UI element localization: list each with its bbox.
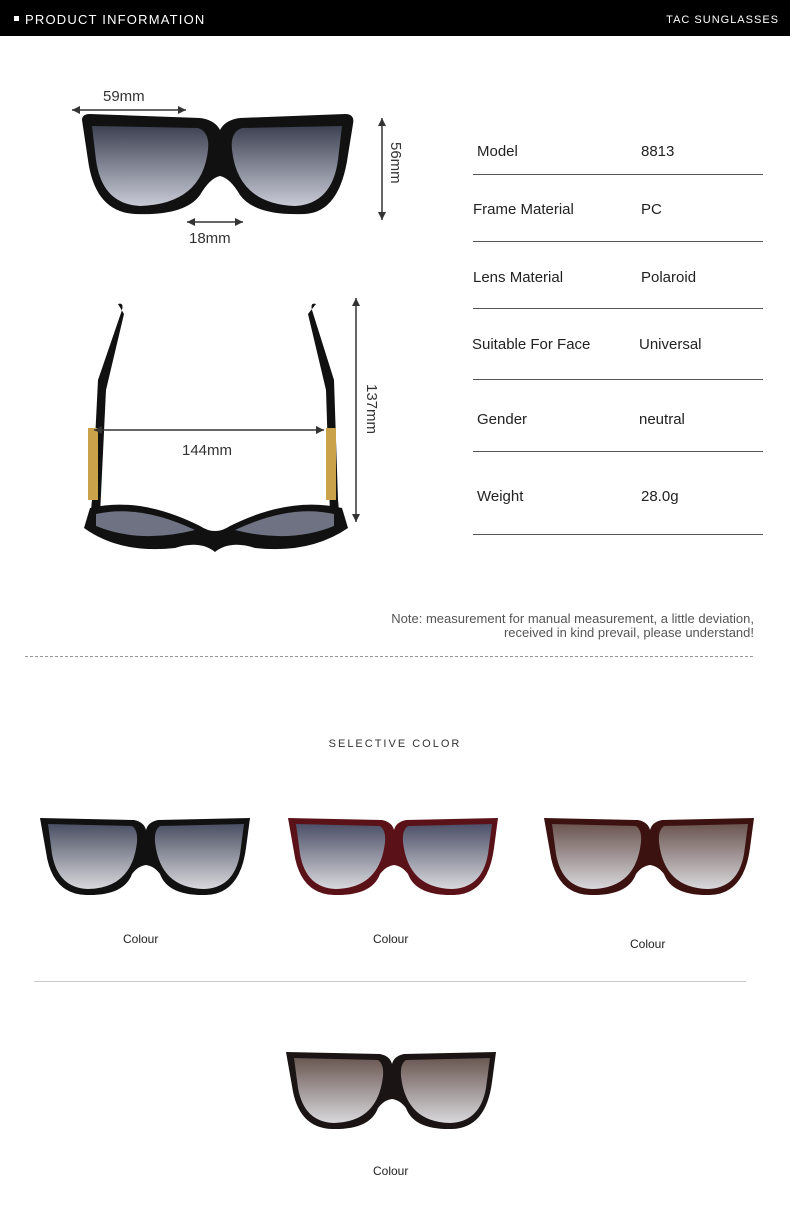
spec-label: Model <box>477 143 518 160</box>
spec-row <box>473 136 763 175</box>
spec-value: Polaroid <box>641 269 697 286</box>
spec-value: Universal <box>639 336 702 353</box>
colour-label: Colour <box>630 937 666 951</box>
temple-length-arrow <box>350 296 362 526</box>
temple-length-label: 137mm <box>363 384 380 435</box>
header-title: PRODUCT INFORMATION <box>25 12 206 27</box>
brand-label: TAC SUNGLASSES <box>666 14 779 26</box>
colour-swatch-glasses-image <box>542 812 758 902</box>
colour-label: Colour <box>373 1164 409 1178</box>
colour-swatch-glasses-image <box>284 1046 500 1136</box>
lens-width-arrow <box>70 104 190 116</box>
bridge-label: 18mm <box>189 230 231 247</box>
header-bar <box>0 0 790 36</box>
frame-width-arrow <box>92 424 328 436</box>
section-title: SELECTIVE COLOR <box>328 738 462 750</box>
spec-label: Weight <box>477 488 524 505</box>
frame-width-label: 144mm <box>182 442 233 459</box>
lens-height-label: 56mm <box>387 142 404 184</box>
note-line-2: received in kind prevail, please understand! <box>503 625 754 640</box>
spec-value: 8813 <box>641 143 675 160</box>
front-view-glasses-image <box>70 100 370 230</box>
divider <box>34 981 746 982</box>
spec-value: PC <box>641 201 662 218</box>
spec-label: Lens Material <box>473 269 564 286</box>
spec-value: neutral <box>639 411 685 428</box>
measurement-note <box>391 612 754 640</box>
header-title-wrap <box>14 12 205 27</box>
spec-label: Frame Material <box>473 201 574 218</box>
dashed-divider <box>25 656 753 657</box>
spec-row <box>473 309 763 380</box>
spec-row <box>473 380 763 452</box>
spec-row <box>473 452 763 535</box>
bullet-icon <box>14 16 19 21</box>
spec-value: 28.0g <box>641 488 679 505</box>
spec-label: Suitable For Face <box>472 336 591 353</box>
colour-label: Colour <box>123 932 159 946</box>
colour-label: Colour <box>373 932 409 946</box>
spec-row <box>473 242 763 309</box>
lens-width-label: 59mm <box>103 88 145 105</box>
note-line-1: Note: measurement for manual measurement, a little deviation, <box>391 611 754 626</box>
bridge-arrow <box>185 216 247 228</box>
colour-swatch-glasses-image <box>38 812 254 902</box>
spec-label: Gender <box>477 411 528 428</box>
spec-row <box>473 175 763 242</box>
colour-swatch-glasses-image <box>286 812 502 902</box>
